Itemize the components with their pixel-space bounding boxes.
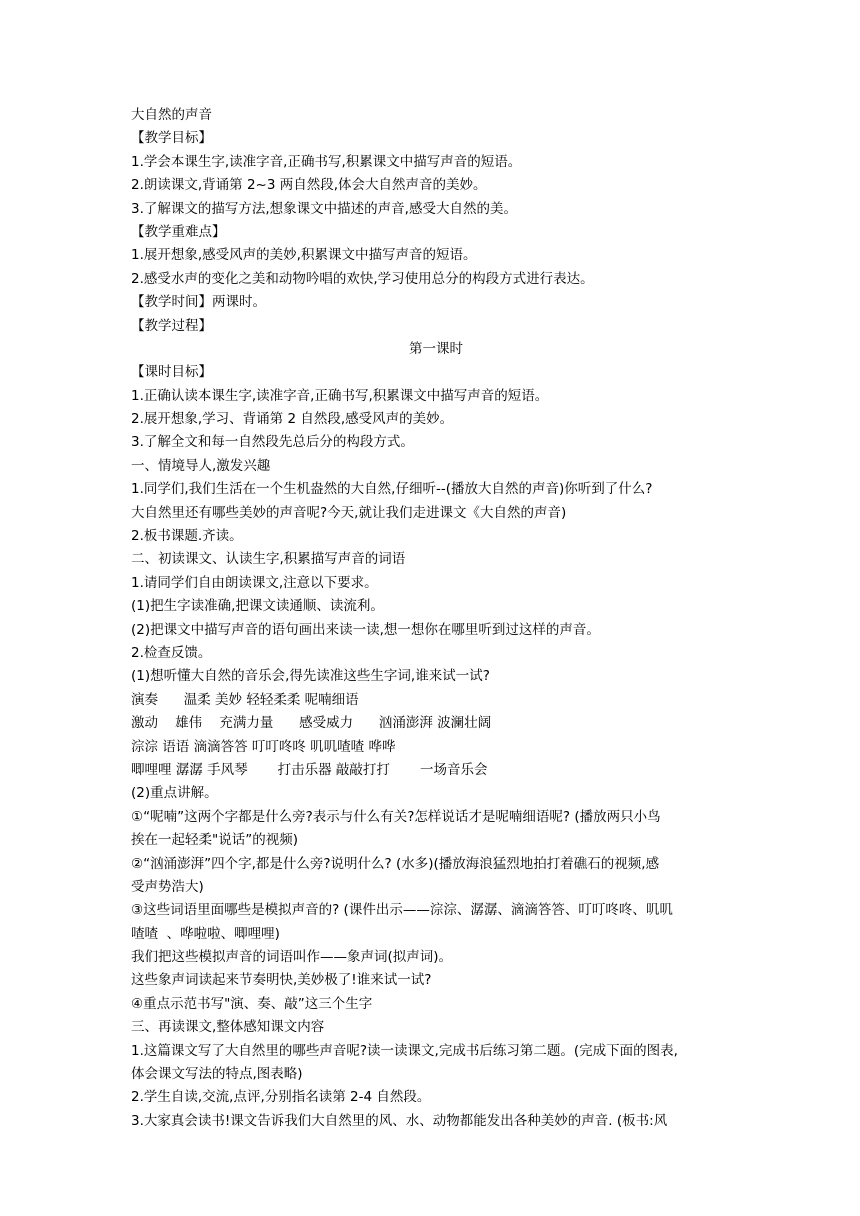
text-line: 1.正确认读本课生字,读准字音,正确书写,积累课文中描写声音的短语。 (131, 387, 549, 404)
subsection-heading: 三、再读课文,整体感知课文内容 (131, 1019, 325, 1036)
lesson-heading: 第一课时 (409, 340, 463, 357)
text-line: ③这些词语里面哪些是模拟声音的? (课件出示——淙淙、潺潺、滴滴答答、叮叮咚咚、叽叽 (131, 902, 673, 919)
text-line: 大自然里还有哪些美妙的声音呢?今天,就让我们走进课文《大自然的声音) (131, 504, 567, 521)
text-line: 2.朗读课文,背诵第 2~3 两自然段,体会大自然声音的美妙。 (131, 177, 487, 194)
word-list-line: 激动 雄伟 充满力量 感受威力 汹涌澎湃 波澜壮阔 (131, 715, 492, 732)
text-line: 3.了解全文和每一自然段先总后分的构段方式。 (131, 434, 414, 451)
text-line: (1)想听懂大自然的音乐会,得先读准这些生字词,谁来试一试? (131, 668, 490, 685)
text-line: 喳喳 、哗啦啦、唧哩哩) (131, 925, 280, 942)
text-line: (2)把课文中描写声音的语句画出来读一读,想一想你在哪里听到过这样的声音。 (131, 621, 600, 638)
text-line: 2.感受水声的变化之美和动物吟唱的欢快,学习使用总分的构段方式进行表达。 (131, 270, 594, 287)
text-line: 我们把这些模拟声音的词语叫作——象声词(拟声词)。 (131, 949, 453, 966)
text-line: 1.展开想象,感受风声的美妙,积累课文中描写声音的短语。 (131, 247, 477, 264)
subsection-heading: 一、情境导人,激发兴趣 (131, 457, 271, 474)
section-heading: 【教学过程】 (131, 317, 212, 334)
text-line: 受声势浩大) (131, 878, 204, 895)
text-line: (1)把生字读准确,把课文读通顺、读流利。 (131, 598, 384, 615)
text-line: 2.展开想象,学习、背诵第 2 自然段,感受风声的美妙。 (131, 411, 454, 428)
text-line: 2.板书课题.齐读。 (131, 528, 243, 545)
text-line: 挨在一起轻柔"说话”的视频) (131, 832, 298, 849)
section-heading: 【教学时间】两课时。 (131, 294, 266, 311)
text-line: 这些象声词读起来节奏明快,美妙极了!谁来试一试? (131, 972, 432, 989)
text-line: 3.大家真会读书!课文告诉我们大自然里的风、水、动物都能发出各种美妙的声音. (板书:风 (131, 1112, 668, 1129)
text-line: 3.了解课文的描写方法,想象课文中描述的声音,感受大自然的美。 (131, 200, 517, 217)
text-line: 2.学生自读,交流,点评,分别指名读第 2-4 自然段。 (131, 1089, 431, 1106)
text-line: ②“汹涌澎湃”四个字,都是什么旁?说明什么? (水多)(播放海浪猛烈地拍打着礁石的视频,感 (131, 855, 660, 872)
section-heading: 【课时目标】 (131, 364, 212, 381)
text-line: 1.请同学们自由朗读课文,注意以下要求。 (131, 574, 378, 591)
word-list-line: 唧哩哩 潺潺 手风琴 打击乐器 敲敲打打 一场音乐会 (131, 761, 488, 778)
document-page (131, 104, 741, 1133)
text-line: 1.这篇课文写了大自然里的哪些声音呢?读一读课文,完成书后练习第二题。(完成下面的图表, (131, 1042, 678, 1059)
text-line: 2.检查反馈。 (131, 644, 212, 661)
subsection-heading: 二、初读课文、认读生字,积累描写声音的词语 (131, 551, 406, 568)
text-line: ①“呢喃”这两个字都是什么旁?表示与什么有关?怎样说话才是呢喃细语呢? (播放两只小鸟 (131, 808, 661, 825)
section-heading: 【教学重难点】 (131, 223, 226, 240)
word-list-line: 演奏 温柔 美妙 轻轻柔柔 呢喃细语 (131, 691, 359, 708)
section-heading: 【教学目标】 (131, 130, 212, 147)
text-line: ④重点示范书写"演、奏、敲”这三个生字 (131, 995, 373, 1012)
word-list-line: 淙淙 语语 滴滴答答 叮叮咚咚 叽叽喳喳 哗哗 (131, 738, 396, 755)
document-title: 大自然的声音 (131, 107, 212, 123)
text-line: (2)重点讲解。 (131, 785, 218, 802)
text-line: 1.同学们,我们生活在一个生机盎然的大自然,仔细听--(播放大自然的声音)你听到了什么? (131, 481, 653, 498)
text-line: 体会课文写法的特点,图表略) (131, 1066, 303, 1083)
text-line: 1.学会本课生字,读准字音,正确书写,积累课文中描写声音的短语。 (131, 153, 522, 170)
